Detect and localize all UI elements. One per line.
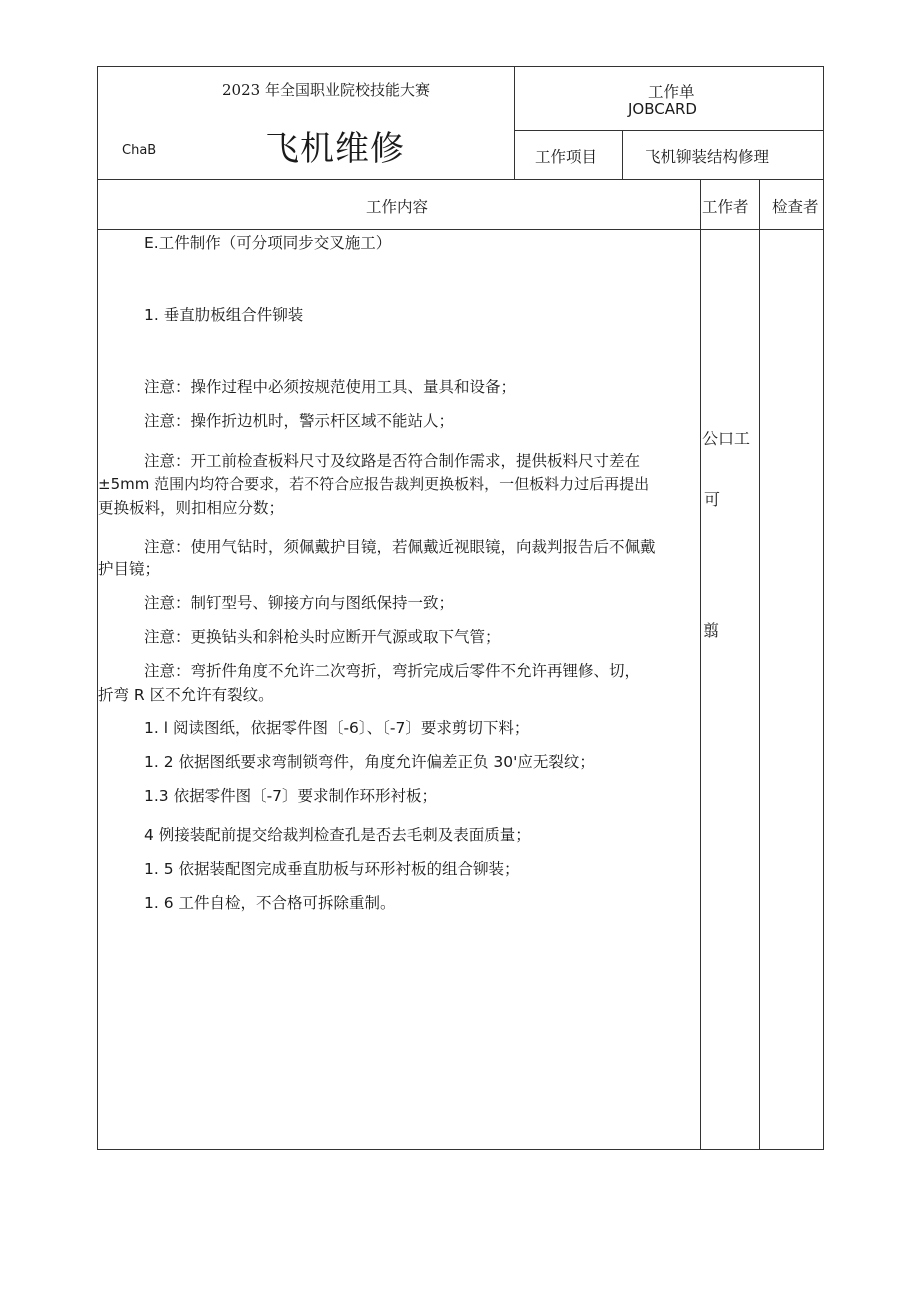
- section-heading: E.工件制作（可分项同步交叉施工）: [144, 234, 392, 252]
- worker-mark: 公口工: [702, 429, 751, 448]
- project-label-divider: [622, 130, 623, 180]
- document-code: ChaB: [122, 143, 157, 158]
- note-line: 注意：开工前检查板料尺寸及纹路是否符合制作需求，提供板料尺寸差在: [144, 452, 641, 470]
- project-value: 飞机铆装结构修理: [645, 148, 770, 166]
- note-line: 注意：制钉型号、铆接方向与图纸保持一致；: [144, 594, 455, 612]
- header-bottom-border: [97, 179, 824, 180]
- note-line: 注意：使用气钻时，须佩戴护目镜，若佩戴近视眼镜，向裁判报告后不佩戴: [144, 538, 656, 556]
- note-line: ±5mm 范围内均符合要求，若不符合应报告裁判更换板料，一但板料力过后再提出: [98, 475, 650, 493]
- note-line: 注意：操作折边机时，警示杆区域不能站人；: [144, 412, 455, 430]
- table-right-border: [823, 66, 824, 1150]
- note-line: 更换板料，则扣相应分数；: [98, 499, 285, 517]
- item-heading: 1. 垂直肋板组合件铆装: [144, 306, 304, 324]
- worker-mark: 可: [704, 490, 721, 509]
- step-line: 1. 5 依据装配图完成垂直肋板与环形衬板的组合铆装；: [144, 860, 520, 878]
- step-line: 4 例接装配前提交给裁判检查孔是否去毛刺及表面质量；: [144, 826, 531, 844]
- checker-column-left-border: [759, 179, 760, 1150]
- card-title: 工作单: [648, 83, 695, 101]
- checker-column-header: 检查者: [772, 198, 819, 216]
- card-title-en: JOBCARD: [628, 100, 697, 118]
- table-top-border: [97, 66, 824, 67]
- column-header-bottom-border: [97, 229, 824, 230]
- note-line: 折弯 R 区不允许有裂纹。: [98, 686, 274, 704]
- note-line: 注意：操作过程中必须按规范使用工具、量具和设备；: [144, 378, 517, 396]
- content-column-header: 工作内容: [366, 198, 429, 216]
- note-line: 注意：更换钻头和斜枪头时应断开气源或取下气管；: [144, 628, 501, 646]
- table-left-border: [97, 66, 98, 1150]
- note-line: 注意：弯折件角度不允许二次弯折，弯折完成后零件不允许再锂修、切，: [144, 662, 641, 680]
- worker-column-left-border: [700, 179, 701, 1150]
- note-line: 护目镜；: [98, 560, 161, 578]
- header-divider-right: [514, 130, 824, 131]
- worker-mark: 翦: [703, 621, 720, 640]
- category-title: 飞机维修: [265, 129, 405, 169]
- worker-column-header: 工作者: [702, 198, 749, 216]
- header-center-divider: [514, 66, 515, 180]
- project-label: 工作项目: [535, 148, 598, 166]
- competition-title: 2023 年全国职业院校技能大赛: [222, 81, 430, 99]
- table-bottom-border: [97, 1149, 824, 1150]
- step-line: 1.3 依据零件图〔-7〕要求制作环形衬板；: [144, 787, 438, 805]
- step-line: 1. 2 依据图纸要求弯制锁弯件，角度允许偏差正负 30'应无裂纹；: [144, 753, 595, 771]
- step-line: 1. 6 工件自检，不合格可拆除重制。: [144, 894, 396, 912]
- step-line: 1. l 阅读图纸，依据零件图〔-6〕、〔-7〕要求剪切下料；: [144, 719, 530, 737]
